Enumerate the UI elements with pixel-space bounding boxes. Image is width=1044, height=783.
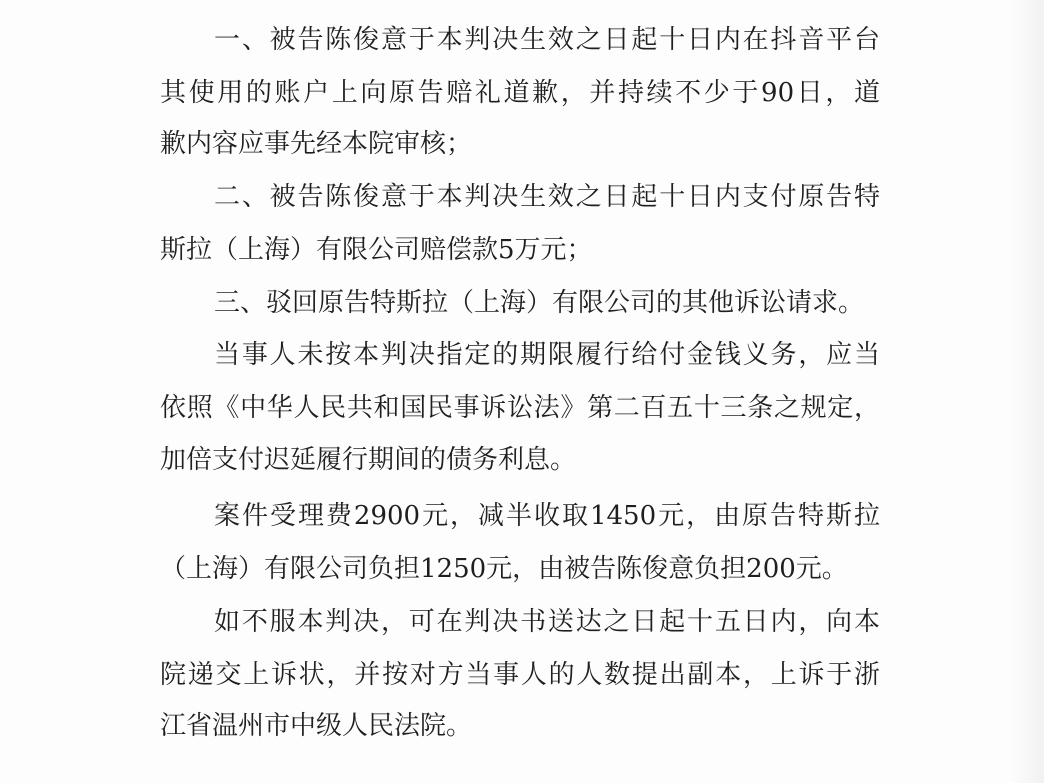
- text-line-9: 加倍支付迟延履行期间的债务利息。: [160, 445, 577, 475]
- text-line-14: 江省温州市中级人民法院。: [160, 711, 473, 741]
- text-line-11: （上海）有限公司负担1250元，由被告陈俊意负担200元。: [160, 554, 848, 584]
- text-line-12: 如不服本判决，可在判决书送达之日起十五日内，向本: [214, 607, 880, 637]
- text-line-8: 依照《中华人民共和国民事诉讼法》第二百五十三条之规定，: [160, 393, 880, 423]
- text-line-3: 歉内容应事先经本院审核；: [160, 129, 473, 159]
- text-line-7: 当事人未按本判决指定的期限履行给付金钱义务，应当: [214, 340, 880, 370]
- page-edge-shadow: [1010, 0, 1044, 783]
- text-line-2: 其使用的账户上向原告赔礼道歉，并持续不少于90日，道: [160, 78, 880, 108]
- text-line-4: 二、被告陈俊意于本判决生效之日起十日内支付原告特: [214, 182, 880, 212]
- text-line-10: 案件受理费2900元，减半收取1450元，由原告特斯拉: [214, 501, 880, 531]
- text-line-5: 斯拉（上海）有限公司赔偿款5万元；: [160, 235, 593, 265]
- text-line-1: 一、被告陈俊意于本判决生效之日起十日内在抖音平台: [214, 25, 880, 55]
- text-line-13: 院递交上诉状，并按对方当事人的人数提出副本，上诉于浙: [160, 660, 880, 690]
- text-line-6: 三、驳回原告特斯拉（上海）有限公司的其他诉讼请求。: [214, 288, 865, 318]
